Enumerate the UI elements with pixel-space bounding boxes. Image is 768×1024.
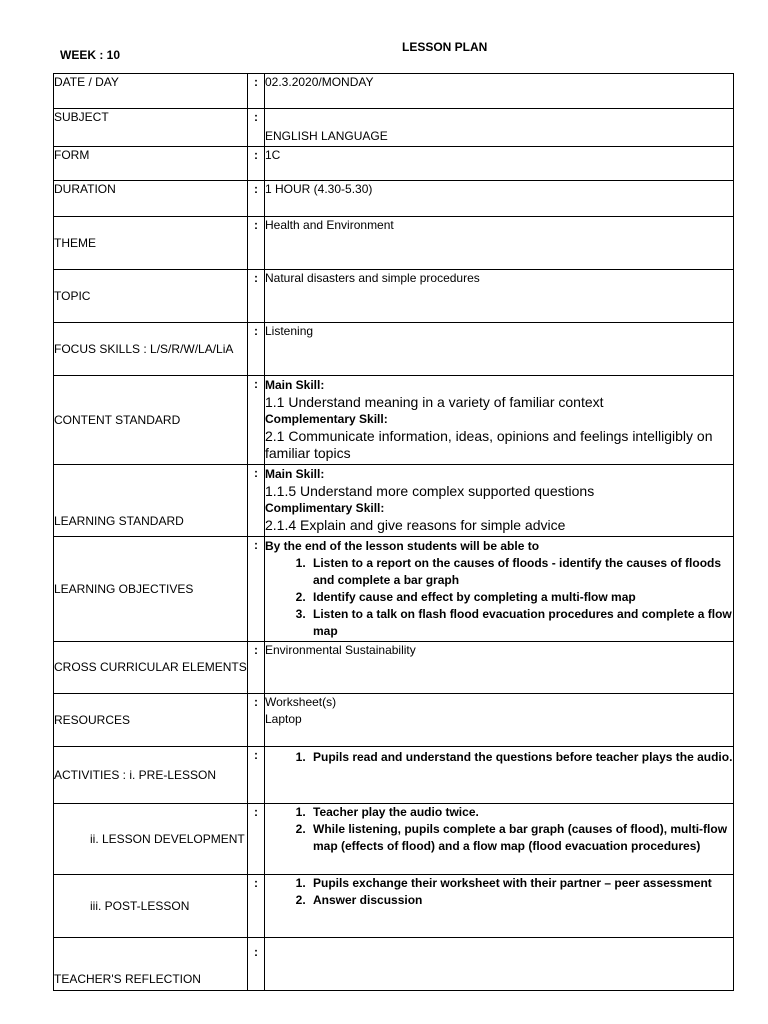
row-subject: [54, 109, 734, 147]
colon: :: [248, 74, 265, 109]
colon: :: [248, 181, 265, 217]
cross-curricular-value: Environmental Sustainability: [265, 642, 734, 694]
lesson-plan-table: [53, 73, 734, 991]
row-cross-curricular: [54, 642, 734, 694]
row-pre-lesson: [54, 747, 734, 804]
learning-objectives-label: LEARNING OBJECTIVES: [54, 537, 248, 642]
lesson-development-label: ii. LESSON DEVELOPMENT: [54, 804, 248, 875]
subject-label: SUBJECT: [54, 109, 248, 147]
week-label: WEEK : 10: [60, 48, 121, 62]
page-header: [0, 40, 768, 70]
colon: :: [248, 217, 265, 270]
complementary-skill-heading: Complementary Skill:: [265, 412, 388, 426]
colon: :: [248, 376, 265, 465]
colon: :: [248, 323, 265, 376]
duration-label: DURATION: [54, 181, 248, 217]
complementary-skill-text: 2.1 Communicate information, ideas, opinions and feelings intelligibly on familiar topics: [265, 428, 713, 461]
pre-lesson-list: [265, 749, 733, 766]
row-content-standard: [54, 376, 734, 465]
topic-value: Natural disasters and simple procedures: [265, 270, 734, 323]
colon: :: [248, 694, 265, 747]
row-lesson-development: [54, 804, 734, 875]
colon: :: [248, 147, 265, 181]
colon: :: [248, 938, 265, 991]
list-item: 1. Teacher play the audio twice.: [309, 804, 733, 821]
row-form: [54, 147, 734, 181]
content-standard-label: CONTENT STANDARD: [54, 376, 248, 465]
list-item: 2. While listening, pupils complete a bar graph (causes of flood), multi-flow map (effects of flood) and a flow map (flood evacuation procedures): [309, 821, 733, 855]
resource-item: Worksheet(s): [265, 695, 337, 709]
list-item: 1. Listen to a report on the causes of floods - identify the causes of floods and complete a bar graph: [309, 555, 733, 589]
main-skill-heading: Main Skill:: [265, 467, 325, 481]
form-value: 1C: [265, 147, 734, 181]
duration-value: 1 HOUR (4.30-5.30): [265, 181, 734, 217]
lesson-development-list: [265, 804, 733, 855]
main-skill-text: 1.1.5 Understand more complex supported questions: [265, 483, 595, 499]
resources-label: RESOURCES: [54, 694, 248, 747]
topic-label: TOPIC: [54, 270, 248, 323]
row-teachers-reflection: [54, 938, 734, 991]
colon: :: [248, 109, 265, 147]
teachers-reflection-label: TEACHER'S REFLECTION: [54, 938, 248, 991]
colon: :: [248, 747, 265, 804]
post-lesson-list: [265, 875, 733, 909]
complementary-skill-text: 2.1.4 Explain and give reasons for simple advice: [265, 517, 566, 533]
subject-value: ENGLISH LANGUAGE: [265, 109, 734, 147]
colon: :: [248, 642, 265, 694]
teachers-reflection-value[interactable]: [265, 938, 734, 991]
colon: :: [248, 270, 265, 323]
date-value: 02.3.2020/MONDAY: [265, 74, 734, 109]
pre-lesson-label: ACTIVITIES : i. PRE-LESSON: [54, 747, 248, 804]
main-skill-text: 1.1 Understand meaning in a variety of familiar context: [265, 394, 604, 410]
row-topic: [54, 270, 734, 323]
row-learning-standard: [54, 465, 734, 537]
focus-skills-value: Listening: [265, 323, 734, 376]
row-duration: [54, 181, 734, 217]
row-resources: [54, 694, 734, 747]
form-label: FORM: [54, 147, 248, 181]
page-title: LESSON PLAN: [402, 40, 488, 54]
list-item: 1. Pupils read and understand the questions before teacher plays the audio.: [309, 749, 733, 766]
main-skill-heading: Main Skill:: [265, 378, 325, 392]
list-item: 1. Pupils exchange their worksheet with their partner – peer assessment: [309, 875, 733, 892]
objectives-intro: By the end of the lesson students will be able to: [265, 539, 540, 553]
colon: :: [248, 537, 265, 642]
colon: :: [248, 465, 265, 537]
list-item: 3. Listen to a talk on flash flood evacuation procedures and complete a flow map: [309, 606, 733, 640]
theme-value: Health and Environment: [265, 217, 734, 270]
resource-item: Laptop: [265, 712, 302, 726]
date-label: DATE / DAY: [54, 74, 248, 109]
learning-standard-label: LEARNING STANDARD: [54, 465, 248, 537]
row-theme: [54, 217, 734, 270]
focus-skills-label: FOCUS SKILLS : L/S/R/W/LA/LiA: [54, 323, 248, 376]
colon: :: [248, 804, 265, 875]
list-item: 2. Answer discussion: [309, 892, 733, 909]
post-lesson-label: iii. POST-LESSON: [54, 875, 248, 938]
cross-curricular-label: CROSS CURRICULAR ELEMENTS: [54, 642, 248, 694]
colon: :: [248, 875, 265, 938]
list-item: 2. Identify cause and effect by completing a multi-flow map: [309, 589, 733, 606]
row-learning-objectives: [54, 537, 734, 642]
row-date: [54, 74, 734, 109]
row-post-lesson: [54, 875, 734, 938]
row-focus-skills: [54, 323, 734, 376]
complementary-skill-heading: Complimentary Skill:: [265, 501, 385, 515]
objectives-list: [265, 555, 733, 640]
theme-label: THEME: [54, 217, 248, 270]
